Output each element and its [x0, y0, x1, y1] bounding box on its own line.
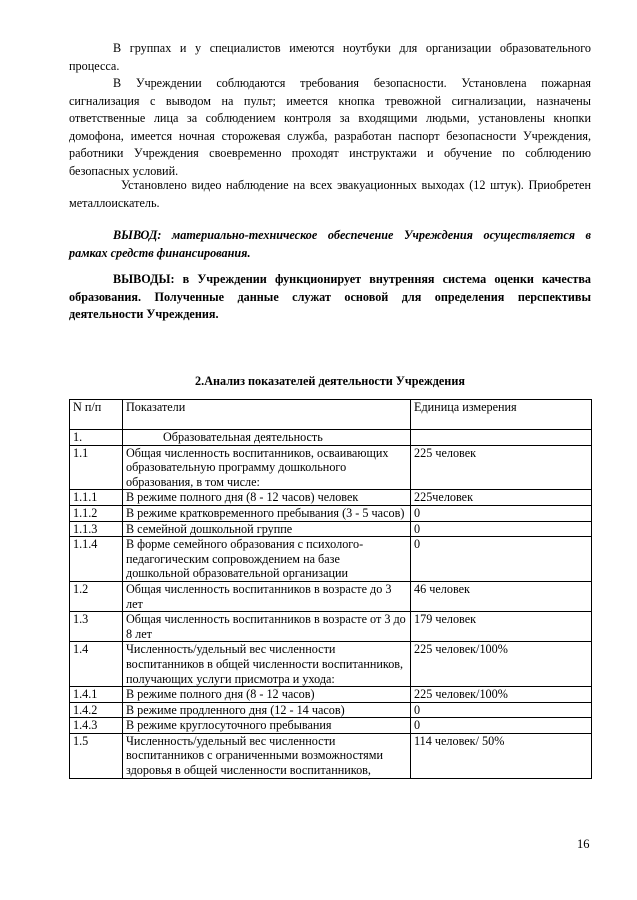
row-indicator: Численность/удельный вес численности воспитанников с ограниченными возможностями здоровья в общей численности воспитанников,: [123, 733, 411, 778]
row-indicator: В семейной дошкольной группе: [123, 521, 411, 537]
conclusion-text: ВЫВОД: материально-техническое обеспечение Учреждения осуществляется в рамках средств финансирования.: [69, 228, 591, 260]
table-row: [70, 612, 592, 642]
row-num: 1.2: [70, 581, 123, 611]
header-unit: Единица измерения: [411, 400, 592, 430]
table-row: [70, 718, 592, 734]
row-num: 1.3: [70, 612, 123, 642]
row-unit: [411, 430, 592, 446]
indicators-table: [69, 399, 592, 779]
row-num: 1.4: [70, 642, 123, 687]
row-unit: 0: [411, 537, 592, 582]
table-row: [70, 733, 592, 778]
row-unit: 225человек: [411, 490, 592, 506]
row-num: 1.5: [70, 733, 123, 778]
conclusion-quality: [69, 271, 591, 324]
row-num: 1.4.1: [70, 687, 123, 703]
table-row: [70, 445, 592, 490]
row-indicator: В режиме полного дня (8 - 12 часов): [123, 687, 411, 703]
paragraph-text: Установлено видео наблюдение на всех эвакуационных выходах (12 штук). Приобретен металлоискатель.: [69, 178, 591, 210]
row-unit: 46 человек: [411, 581, 592, 611]
conclusion-text: ВЫВОДЫ: в Учреждении функционирует внутренняя система оценки качества образования. Полученные данные служат основой для определения перспективы деятельности Учреждения.: [69, 272, 591, 321]
paragraph-security: [69, 75, 591, 180]
paragraph-text: В Учреждении соблюдаются требования безопасности. Установлена пожарная сигнализация с выводом на пульт; имеется кнопка тревожной сигнализации, назначены ответственные лица за соблюдением контроля за входящими людьми, установлены кнопки домофона, имеется ночная сторожевая служба, разработан паспорт безопасности Учреждения, работники Учреждения своевременно проходят инструктажи и обучение по соблюдению безопасных условий.: [69, 76, 591, 178]
table-row: [70, 537, 592, 582]
header-indicator: Показатели: [123, 400, 411, 430]
table-row: [70, 490, 592, 506]
row-unit: 0: [411, 505, 592, 521]
row-indicator: В режиме кратковременного пребывания (3 - 5 часов): [123, 505, 411, 521]
paragraph-text: В группах и у специалистов имеются ноутбуки для организации образовательного процесса.: [69, 41, 591, 73]
row-unit: 0: [411, 521, 592, 537]
row-num: 1.1.2: [70, 505, 123, 521]
row-num: 1.1.4: [70, 537, 123, 582]
page-number: 16: [577, 837, 590, 851]
row-num: 1.4.2: [70, 702, 123, 718]
paragraph-laptops: [69, 40, 591, 75]
row-indicator: В форме семейного образования с психолого-педагогическим сопровождением на базе дошкольной образовательной организации: [123, 537, 411, 582]
row-num: 1.1.3: [70, 521, 123, 537]
section-title: 2.Анализ показателей деятельности Учреждения: [195, 374, 465, 388]
header-num: N п/п: [70, 400, 123, 430]
row-unit: 225 человек: [411, 445, 592, 490]
row-indicator: Образовательная деятельность: [123, 430, 411, 446]
row-indicator: Общая численность воспитанников в возрасте до 3 лет: [123, 581, 411, 611]
row-num: 1.1.1: [70, 490, 123, 506]
row-unit: 114 человек/ 50%: [411, 733, 592, 778]
table-row: [70, 581, 592, 611]
row-indicator: Общая численность воспитанников, осваивающих образовательную программу дошкольного образования, в том числе:: [123, 445, 411, 490]
table-row: [70, 521, 592, 537]
row-unit: 0: [411, 702, 592, 718]
row-unit: 0: [411, 718, 592, 734]
conclusion-material: [69, 227, 591, 262]
table-row: [70, 642, 592, 687]
row-unit: 179 человек: [411, 612, 592, 642]
table-row: [70, 505, 592, 521]
row-unit: 225 человек/100%: [411, 642, 592, 687]
row-num: 1.: [70, 430, 123, 446]
table-row: [70, 687, 592, 703]
row-num: 1.4.3: [70, 718, 123, 734]
row-indicator: В режиме круглосуточного пребывания: [123, 718, 411, 734]
row-unit: 225 человек/100%: [411, 687, 592, 703]
row-num: 1.1: [70, 445, 123, 490]
row-indicator: Численность/удельный вес численности воспитанников в общей численности воспитанников, получающих услуги присмотра и ухода:: [123, 642, 411, 687]
row-indicator: В режиме продленного дня (12 - 14 часов): [123, 702, 411, 718]
paragraph-video-surveillance: [69, 177, 591, 212]
row-indicator: Общая численность воспитанников в возрасте от 3 до 8 лет: [123, 612, 411, 642]
row-indicator: В режиме полного дня (8 - 12 часов) человек: [123, 490, 411, 506]
table-row: [70, 702, 592, 718]
table-header-row: [70, 400, 592, 430]
table-row: [70, 430, 592, 446]
